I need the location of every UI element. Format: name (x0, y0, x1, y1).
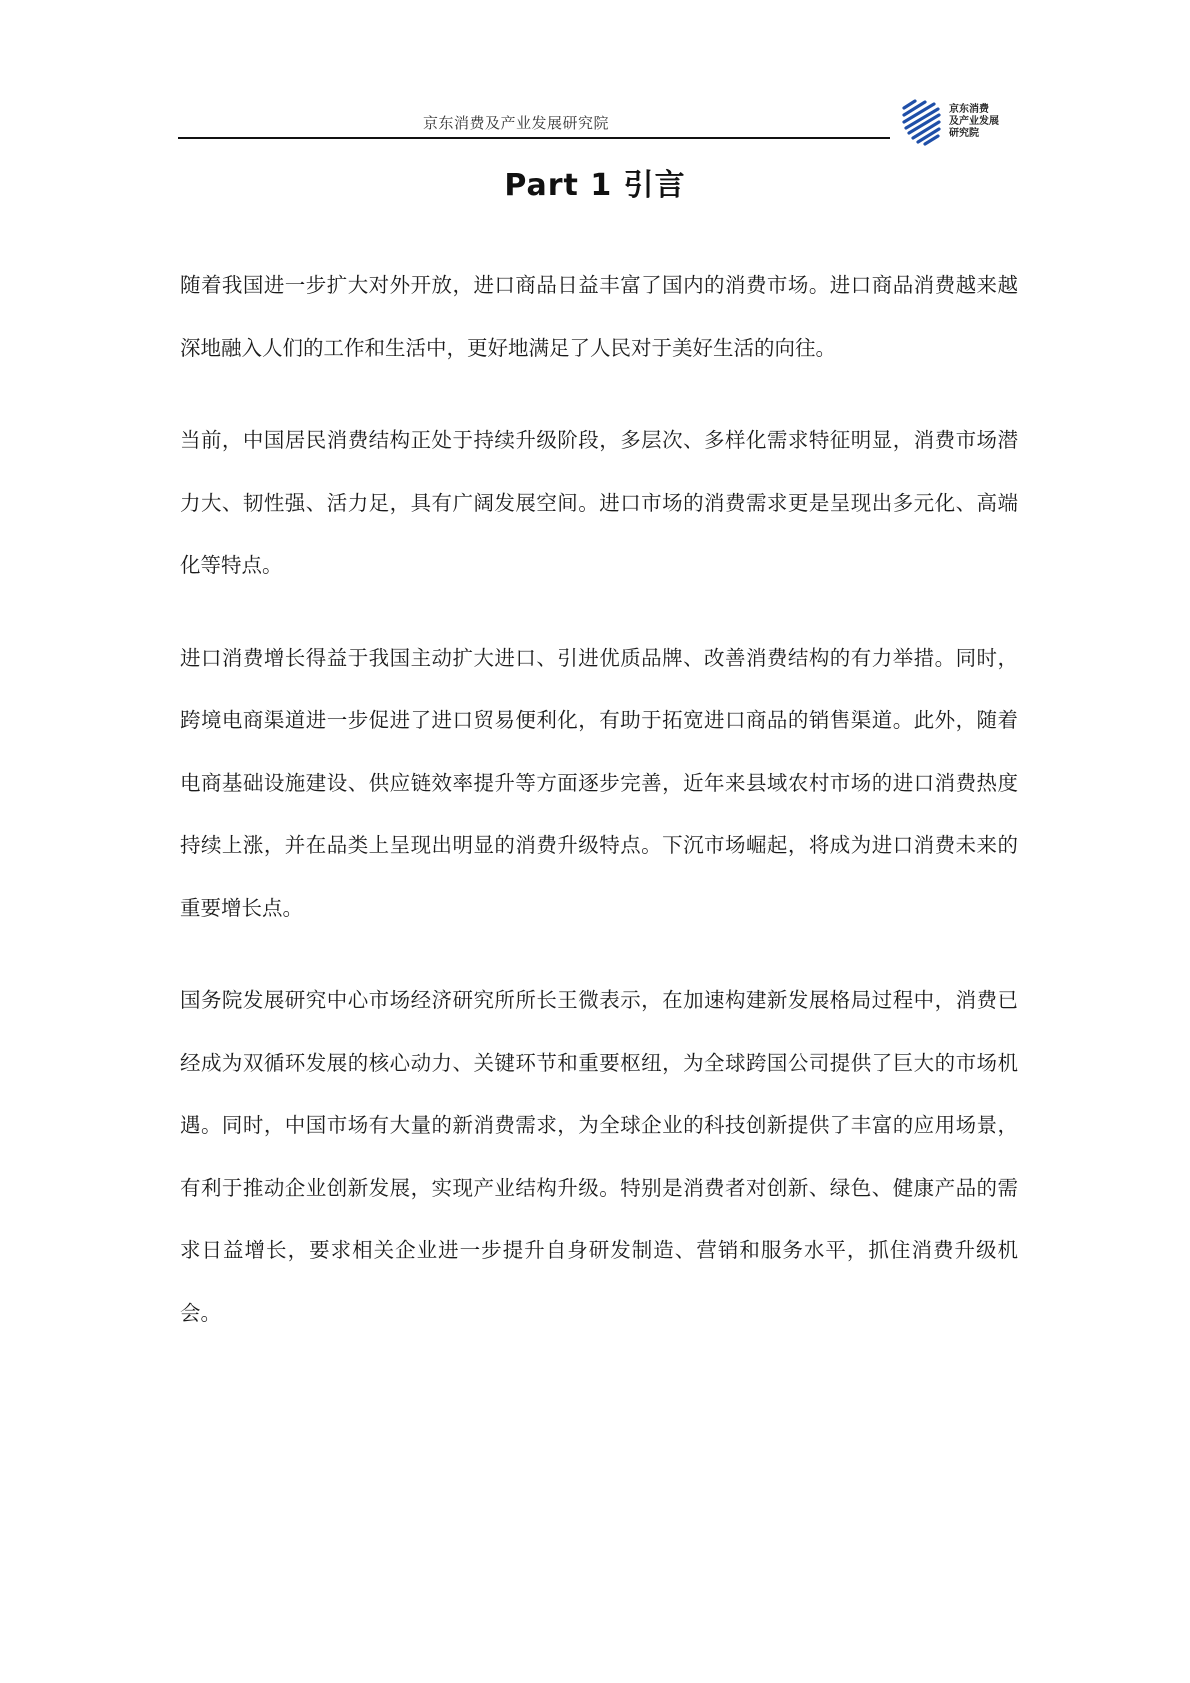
paragraph: 当前，中国居民消费结构正处于持续升级阶段，多层次、多样化需求特征明显，消费市场潜力大、韧性强、活力足，具有广阔发展空间。进口市场的消费需求更是呈现出多元化、高端化等特点。 (180, 428, 1018, 577)
header-rule (178, 137, 890, 139)
body-text (180, 254, 1018, 1374)
institute-logo (901, 98, 1021, 148)
page-header (178, 98, 1018, 148)
header-title: 京东消费及产业发展研究院 (423, 114, 610, 132)
logo-text (949, 104, 1021, 140)
logo-text-line: 研究院 (949, 128, 979, 139)
page-title: Part 1 引言 (504, 168, 686, 203)
paragraph: 随着我国进一步扩大对外开放，进口商品日益丰富了国内的消费市场。进口商品消费越来越深地融入人们的工作和生活中，更好地满足了人民对于美好生活的向往。 (180, 273, 1018, 360)
logo-stripes-icon (901, 98, 943, 146)
logo-text-line: 及产业发展 (949, 116, 999, 127)
paragraph: 国务院发展研究中心市场经济研究所所长王微表示，在加速构建新发展格局过程中，消费已经成为双循环发展的核心动力、关键环节和重要枢纽，为全球跨国公司提供了巨大的市场机遇。同时，中国市场有大量的新消费需求，为全球企业的科技创新提供了丰富的应用场景，有利于推动企业创新发展，实现产业结构升级。特别是消费者对创新、绿色、健康产品的需求日益增长，要求相关企业进一步提升自身研发制造、营销和服务水平，抓住消费升级机会。 (180, 988, 1018, 1325)
logo-text-line: 京东消费 (949, 104, 989, 115)
paragraph: 进口消费增长得益于我国主动扩大进口、引进优质品牌、改善消费结构的有力举措。同时，跨境电商渠道进一步促进了进口贸易便利化，有助于拓宽进口商品的销售渠道。此外，随着电商基础设施建设、供应链效率提升等方面逐步完善，近年来县域农村市场的进口消费热度持续上涨，并在品类上呈现出明显的消费升级特点。下沉市场崛起，将成为进口消费未来的重要增长点。 (180, 645, 1018, 920)
